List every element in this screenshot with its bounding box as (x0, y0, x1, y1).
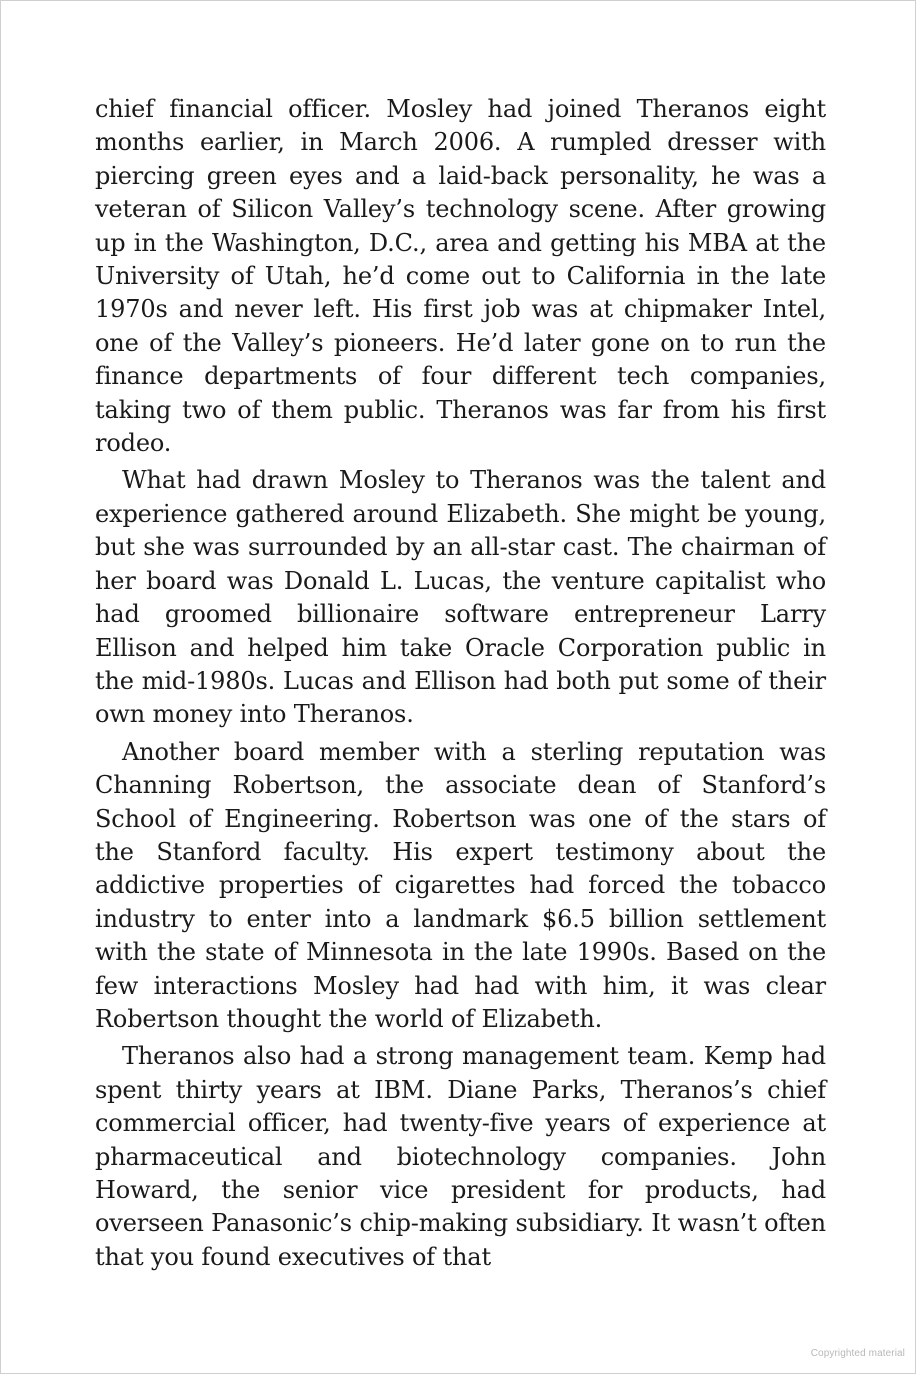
body-text (95, 93, 826, 1274)
paragraph-1: chief financial officer. Mosley had joined Theranos eight months earlier, in March 2006. A rumpled dresser with piercing green eyes and a laid-back personality, he was a veteran of Silicon Valley’s technology scene. After growing up in the Washington, D.C., area and getting his MBA at the University of Utah, he’d come out to California in the late 1970s and never left. His first job was at chipmaker Intel, one of the Valley’s pioneers. He’d later gone on to run the finance departments of four different tech companies, taking two of them public. Theranos was far from his first rodeo. (95, 95, 826, 458)
copyright-watermark: Copyrighted material (810, 1348, 905, 1359)
paragraph-3: Another board member with a sterling reputation was Channing Robertson, the associate dean of Stanford’s School of Engineering. Robertson was one of the stars of the Stanford faculty. His expert testimony about the addictive properties of cigarettes had forced the tobacco industry to enter into a landmark $6.5 billion settlement with the state of Minnesota in the late 1990s. Based on the few interactions Mosley had had with him, it was clear Robertson thought the world of Elizabeth. (95, 737, 826, 1033)
paragraph-2: What had drawn Mosley to Theranos was the talent and experience gathered around Elizabeth. She might be young, but she was surrounded by an all-star cast. The chairman of her board was Donald L. Lucas, the venture capitalist who had groomed billionaire software entrepreneur Larry Ellison and helped him take Oracle Corporation public in the mid-1980s. Lucas and Ellison had both put some of their own money into Theranos. (95, 466, 826, 729)
paragraph-4: Theranos also had a strong management team. Kemp had spent thirty years at IBM. Diane Parks, Theranos’s chief commercial officer, had twenty-five years of experience at pharmaceutical and biotechnology companies. John Howard, the senior vice president for products, had overseen Panasonic’s chip-making subsidiary. It wasn’t often that you found executives of that (95, 1042, 826, 1271)
